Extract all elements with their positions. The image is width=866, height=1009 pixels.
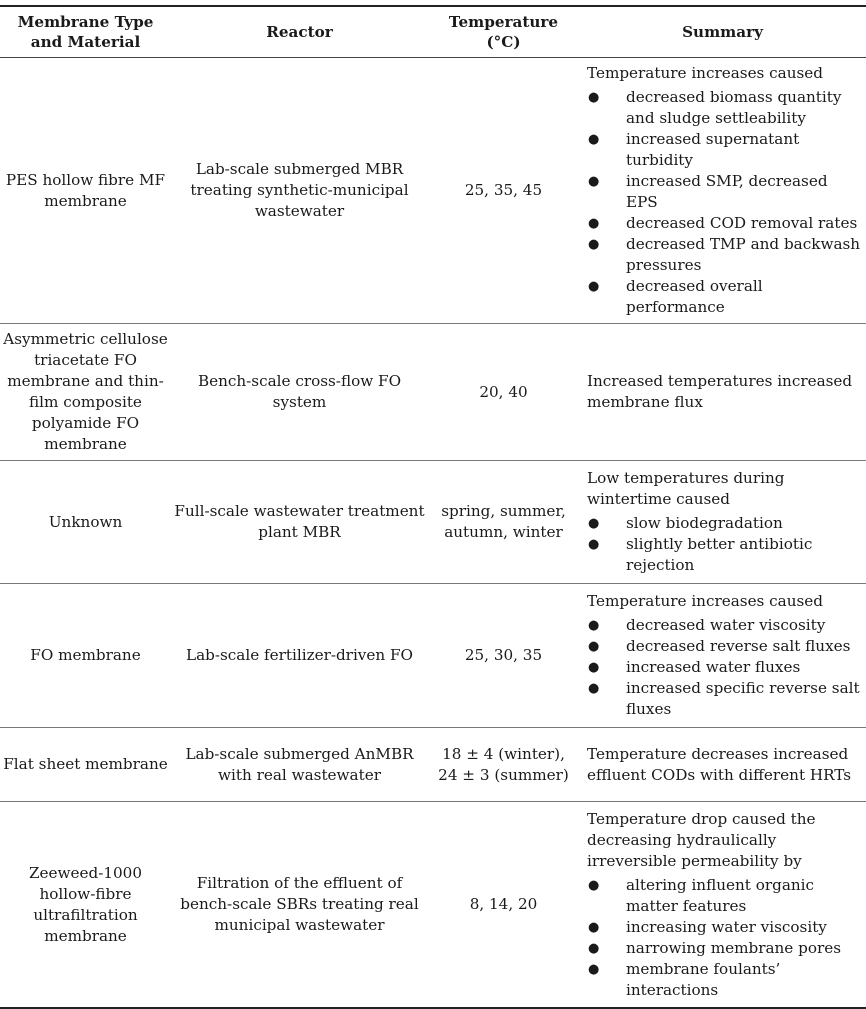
list-item (587, 615, 864, 636)
temperature-cell: spring, summer, autumn, winter (441, 502, 566, 541)
summary-list (587, 87, 864, 318)
reactor-cell: Lab-scale submerged MBR treating synthetic-municipal wastewater (190, 160, 409, 220)
membrane-cell: PES hollow fibre MF membrane (5, 170, 166, 210)
list-item-text: slightly better antibiotic rejection (626, 535, 813, 574)
summary-lead: Temperature increases caused (587, 592, 824, 610)
temperature-cell: 20, 40 (479, 382, 528, 401)
bullet-icon: ● (588, 961, 600, 977)
temperature-cell: 25, 30, 35 (464, 646, 543, 664)
reactor-cell: Filtration of the effluent of bench-scale SBRs treating real municipal wastewater (180, 874, 419, 934)
summary-list (587, 615, 864, 720)
list-item (587, 938, 864, 959)
summary-cell (579, 802, 866, 1009)
bullet-icon: ● (588, 516, 600, 531)
bullet-icon: ● (588, 940, 600, 956)
bullet-icon: ● (588, 216, 600, 231)
reactor-cell: Lab-scale submerged AnMBR with real wastewater (185, 744, 414, 784)
temperature-line: 18 ± 4 (winter), (442, 744, 565, 763)
list-item (587, 87, 864, 129)
table-row (0, 584, 866, 728)
bullet-icon: ● (588, 681, 600, 696)
list-item (587, 213, 864, 234)
list-item-text: decreased overall performance (626, 277, 763, 316)
summary-cell (579, 324, 866, 461)
bullet-icon: ● (588, 618, 600, 633)
list-item-text: slow biodegradation (626, 514, 783, 532)
summary-cell (579, 584, 866, 728)
temperature-cell (428, 728, 579, 802)
header-row (0, 6, 866, 58)
list-item-text: increased SMP, decreased EPS (626, 172, 828, 211)
summary-cell (579, 461, 866, 584)
bullet-icon: ● (588, 279, 600, 294)
table-row (0, 58, 866, 324)
temperature-cell: 25, 35, 45 (464, 181, 543, 199)
bullet-icon: ● (588, 639, 600, 654)
membrane-cell: FO membrane (30, 646, 141, 664)
summary-lead: Temperature drop caused the decreasing hydraulically irreversible permeability by (587, 809, 816, 870)
summary-lead: Increased temperatures increased membrane flux (587, 372, 853, 411)
bullet-icon: ● (588, 537, 600, 552)
list-item-text: decreased biomass quantity and sludge settleability (626, 88, 842, 127)
summary-list (587, 875, 864, 1001)
list-item (587, 276, 864, 318)
list-item-text: increased supernatant turbidity (626, 130, 800, 169)
list-item (587, 171, 864, 213)
bullet-icon: ● (588, 174, 600, 189)
table-row (0, 324, 866, 461)
membrane-cell: Asymmetric cellulose triacetate FO membrane and thin-film composite polyamide FO membrane (3, 330, 168, 453)
data-table (0, 5, 866, 1009)
bullet-icon: ● (588, 919, 600, 935)
list-item (587, 534, 864, 576)
list-item (587, 513, 864, 534)
reactor-cell: Full-scale wastewater treatment plant MBR (174, 502, 425, 541)
summary-cell (579, 58, 866, 324)
summary-lead: Temperature increases caused (587, 64, 824, 82)
list-item-text: decreased reverse salt fluxes (626, 637, 851, 655)
reactor-cell: Bench-scale cross-flow FO system (197, 372, 402, 411)
table-row (0, 461, 866, 584)
list-item (587, 234, 864, 276)
list-item-text: decreased water viscosity (626, 616, 826, 634)
list-item-text: membrane foulants’ interactions (626, 959, 781, 999)
list-item (587, 657, 864, 678)
header-temperature: Temperature (°C) (448, 13, 559, 51)
list-item (587, 959, 864, 1001)
list-item (587, 636, 864, 657)
summary-cell (579, 728, 866, 802)
summary-list (587, 513, 864, 576)
temperature-line: 24 ± 3 (summer) (438, 765, 569, 784)
list-item-text: decreased COD removal rates (626, 214, 858, 232)
bullet-icon: ● (588, 132, 600, 147)
list-item (587, 678, 864, 720)
summary-lead: Temperature decreases increased effluent CODs with different HRTs (587, 744, 852, 784)
bullet-icon: ● (588, 90, 600, 105)
list-item-text: altering influent organic matter features (626, 875, 815, 915)
membrane-cell: Flat sheet membrane (3, 755, 168, 773)
header-membrane: Membrane Type and Material (17, 13, 154, 51)
list-item-text: increased water fluxes (626, 658, 801, 676)
bullet-icon: ● (588, 877, 600, 893)
bullet-icon: ● (588, 660, 600, 675)
list-item (587, 917, 864, 938)
list-item-text: decreased TMP and backwash pressures (626, 235, 861, 274)
list-item (587, 875, 864, 917)
table-row (0, 728, 866, 802)
table-row (0, 802, 866, 1009)
header-reactor: Reactor (266, 23, 333, 41)
list-item-text: increasing water viscosity (626, 917, 827, 936)
list-item-text: narrowing membrane pores (626, 938, 842, 957)
header-summary: Summary (682, 23, 763, 41)
membrane-cell: Zeeweed-1000 hollow-fibre ultrafiltration membrane (28, 863, 142, 945)
summary-lead: Low temperatures during wintertime caused (587, 469, 785, 508)
temperature-cell: 8, 14, 20 (469, 895, 538, 913)
list-item-text: increased specific reverse salt fluxes (626, 679, 860, 718)
reactor-cell: Lab-scale fertilizer-driven FO (186, 646, 413, 664)
membrane-cell: Unknown (48, 512, 123, 531)
list-item (587, 129, 864, 171)
bullet-icon: ● (588, 237, 600, 252)
